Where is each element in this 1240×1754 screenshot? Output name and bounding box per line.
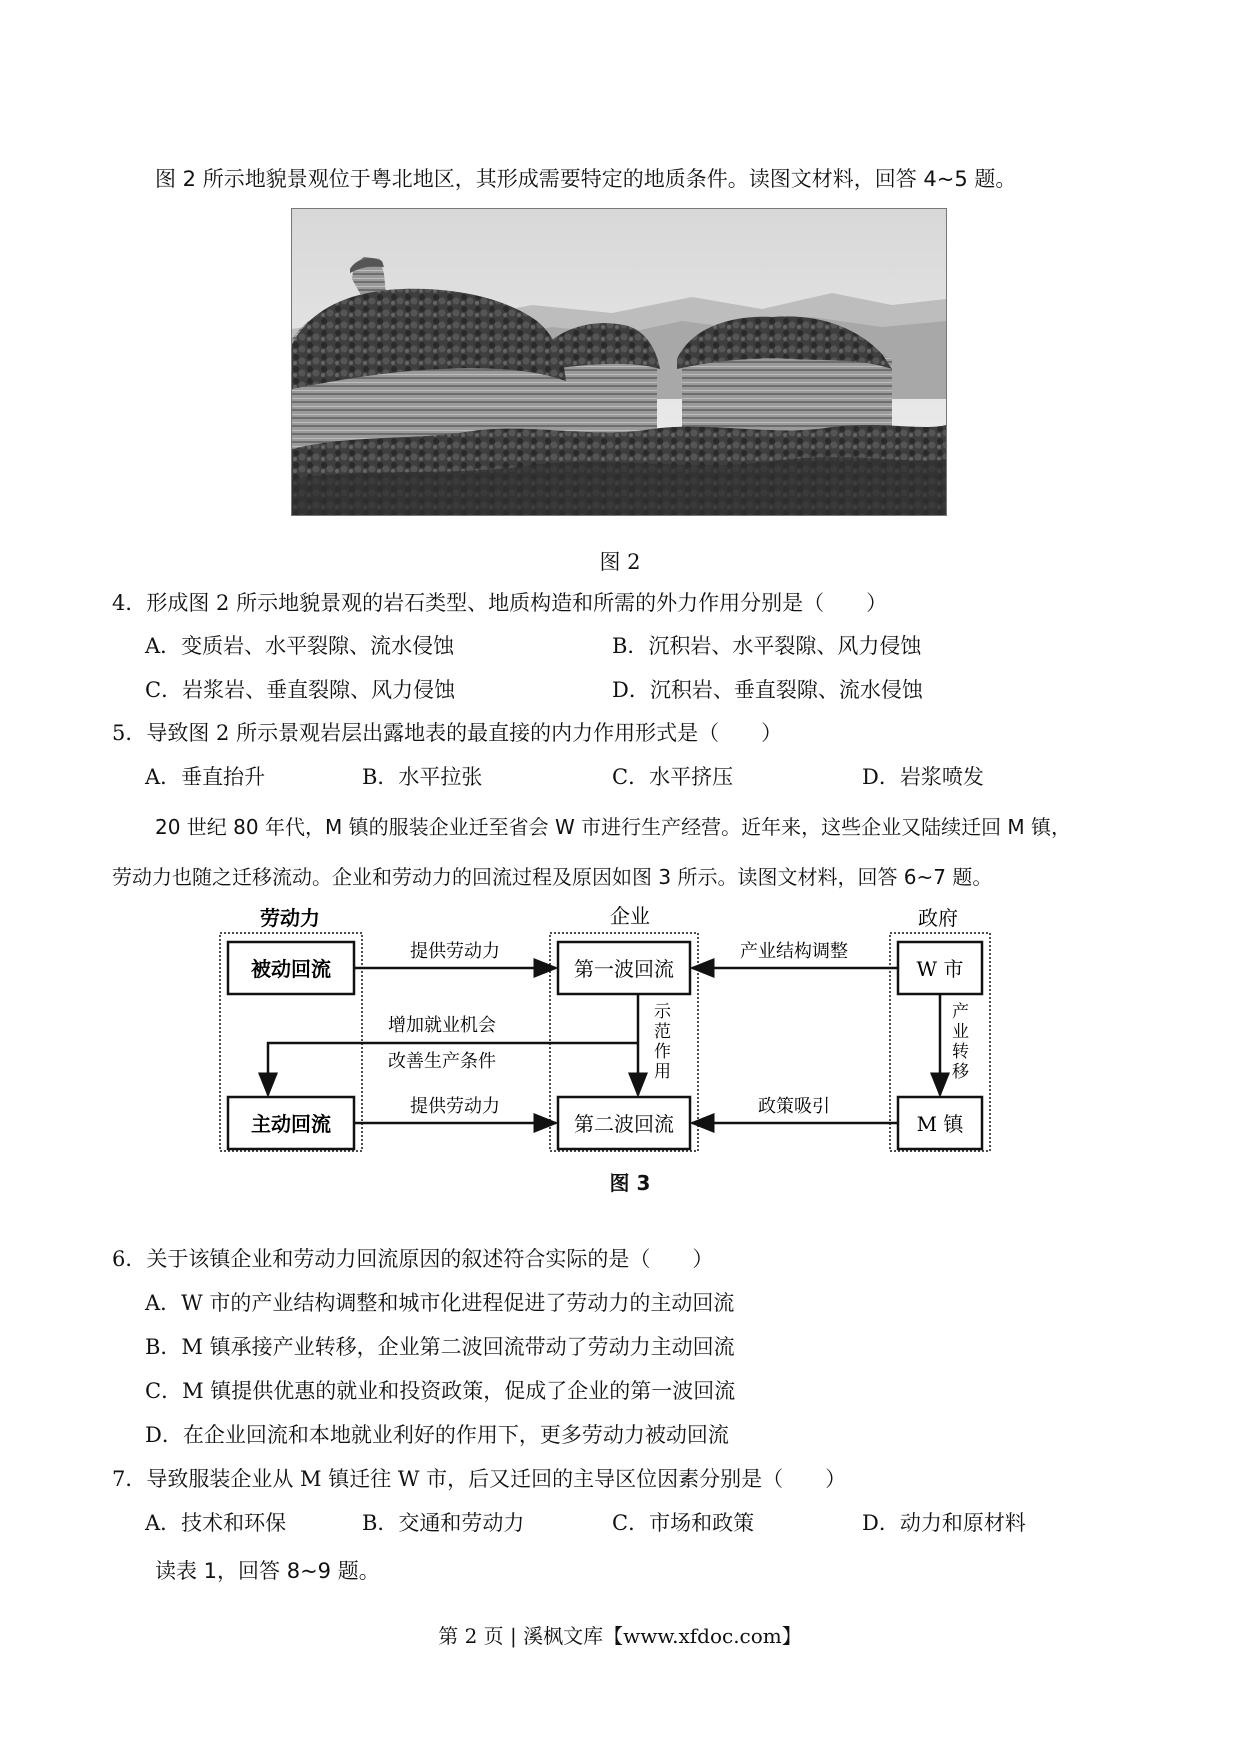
q6-option-d: D．在企业回流和本地就业利好的作用下，更多劳动力被动回流 (145, 1423, 729, 1447)
q5-option-d: D．岩浆喷发 (862, 765, 984, 789)
box-second-wave-label: 第二波回流 (574, 1112, 674, 1136)
box-m-town-label: M 镇 (916, 1112, 964, 1136)
intro-fig2: 图 2 所示地貌景观位于粤北地区，其形成需要特定的地质条件。读图文材料，回答 4~5 题。 (155, 167, 1017, 191)
transfer-char-4: 移 (952, 1062, 969, 1082)
q6-option-c: C．M 镇提供优惠的就业和投资政策，促成了企业的第一波回流 (145, 1379, 736, 1403)
q7-option-d: D．动力和原材料 (862, 1511, 1026, 1535)
intro-table1: 读表 1，回答 8~9 题。 (155, 1559, 380, 1583)
q4-stem: 4．形成图 2 所示地貌景观的岩石类型、地质构造和所需的外力作用分别是（ ） (112, 591, 888, 615)
box-passive-return-label: 被动回流 (251, 957, 331, 981)
box-active-return-label: 主动回流 (251, 1112, 331, 1136)
demo-char-2: 范 (654, 1022, 671, 1042)
column-label-government: 政府 (918, 906, 958, 930)
q5-option-c: C．水平挤压 (612, 765, 734, 789)
q7-stem: 7．导致服装企业从 M 镇迁往 W 市，后又迁回的主导区位因素分别是（ ） (112, 1467, 847, 1491)
arrow-label-policy-attraction: 政策吸引 (758, 1096, 830, 1117)
transfer-char-2: 业 (952, 1022, 969, 1042)
q5-option-a: A．垂直抬升 (145, 765, 266, 789)
danxia-landform-photo (291, 208, 947, 516)
q4-option-d: D．沉积岩、垂直裂隙、流水侵蚀 (612, 678, 923, 702)
intro-fig3-line2: 劳动力也随之迁移流动。企业和劳动力的回流过程及原因如图 3 所示。读图文材料，回答 6~7 题。 (112, 865, 993, 889)
page-footer: 第 2 页 | 溪枫文库【www.xfdoc.com】 (438, 1624, 802, 1648)
box-first-wave-label: 第一波回流 (574, 957, 674, 981)
box-w-city-label: W 市 (916, 957, 964, 981)
fig2-caption: 图 2 (599, 550, 641, 574)
fig3-caption: 图 3 (609, 1171, 651, 1195)
column-label-labor: 劳动力 (260, 906, 320, 930)
arrow-label-provide-labor-bottom: 提供劳动力 (410, 1096, 500, 1117)
intro-fig3-line1: 20 世纪 80 年代，M 镇的服装企业迁至省会 W 市进行生产经营。近年来，这些企业又陆续迁回 M 镇， (155, 815, 1072, 839)
label-increase-jobs: 增加就业机会 (388, 1015, 496, 1036)
arrow-label-industry-adjustment: 产业结构调整 (740, 941, 848, 962)
q5-option-b: B．水平拉张 (362, 765, 483, 789)
q5-stem: 5．导致图 2 所示景观岩层出露地表的最直接的内力作用形式是（ ） (112, 721, 783, 745)
transfer-char-1: 产 (952, 1002, 969, 1022)
q6-option-a: A．W 市的产业结构调整和城市化进程促进了劳动力的主动回流 (145, 1291, 735, 1315)
q7-option-a: A．技术和环保 (145, 1511, 287, 1535)
column-label-enterprise: 企业 (610, 905, 650, 928)
q6-option-b: B．M 镇承接产业转移，企业第二波回流带动了劳动力主动回流 (145, 1335, 735, 1359)
transfer-char-3: 转 (952, 1042, 969, 1062)
arrow-label-provide-labor-top: 提供劳动力 (410, 941, 500, 962)
figure-3-diagram (218, 905, 993, 1155)
demo-char-1: 示 (654, 1002, 671, 1022)
demo-char-4: 用 (654, 1062, 671, 1082)
q4-option-c: C．岩浆岩、垂直裂隙、风力侵蚀 (145, 678, 456, 702)
q7-option-b: B．交通和劳动力 (362, 1511, 525, 1535)
q4-option-b: B．沉积岩、水平裂隙、风力侵蚀 (612, 634, 922, 658)
label-improve-conditions: 改善生产条件 (388, 1051, 496, 1072)
q7-option-c: C．市场和政策 (612, 1511, 755, 1535)
q6-stem: 6．关于该镇企业和劳动力回流原因的叙述符合实际的是（ ） (112, 1247, 714, 1271)
demo-char-3: 作 (654, 1042, 671, 1062)
q4-option-a: A．变质岩、水平裂隙、流水侵蚀 (145, 634, 455, 658)
